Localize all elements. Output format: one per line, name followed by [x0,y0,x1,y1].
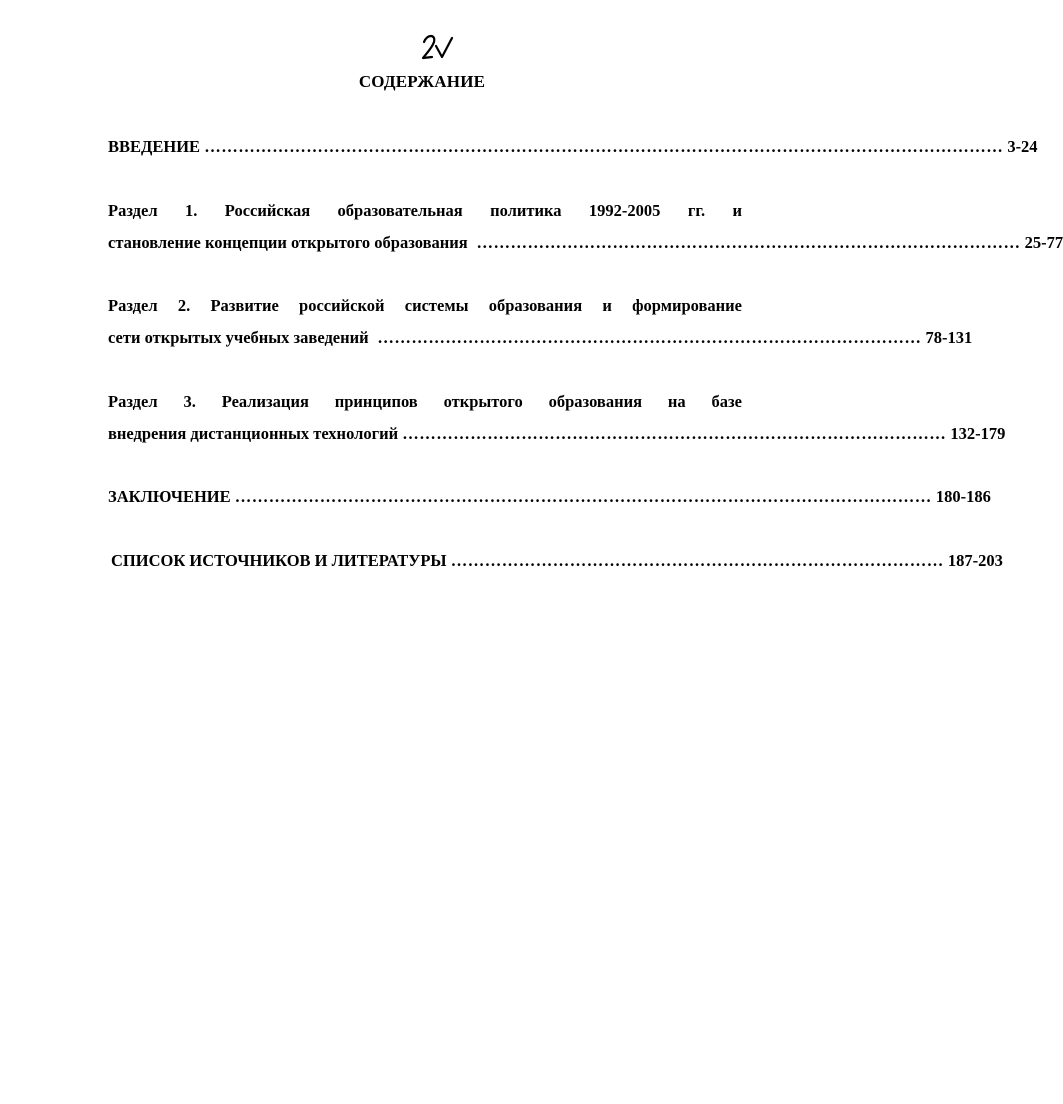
toc-entry-section-1 [108,195,1063,259]
toc-entry-pages: 132-179 [950,424,1006,443]
toc-entry-title: ЗАКЛЮЧЕНИЕ [108,487,231,506]
dot-leader: …………………………………………………………………………………… [471,233,1021,252]
toc-entry-title-continued: становление концепции открытого образования [108,233,468,252]
contents-heading: СОДЕРЖАНИЕ [358,72,486,91]
toc-entry-pages: 78-131 [925,328,973,347]
dot-leader: …………………………………………………………………………… [450,551,944,570]
dot-leader: …………………………………………………………………………………………………………………………… [204,137,1004,156]
toc-entry-title: ВВЕДЕНИЕ [108,137,201,156]
toc-entry-pages: 180-186 [935,487,991,506]
dot-leader: …………………………………………………………………………………… [372,328,922,347]
toc-entry-title: Раздел 2. Развитие российской системы образования и формирование [108,296,742,315]
toc-entry-introduction [108,131,1038,163]
toc-entry-pages: 25-77 [1024,233,1063,252]
dot-leader: …………………………………………………………………………………………………………… [234,487,932,506]
handwritten-page-number [418,30,458,62]
toc-entry-bibliography [111,545,1003,577]
toc-entry-title: Раздел 1. Российская образовательная политика 1992-2005 гг. и [108,201,742,220]
toc-entry-title: СПИСОК ИСТОЧНИКОВ И ЛИТЕРАТУРЫ [111,551,447,570]
toc-entry-title-continued: сети открытых учебных заведений [108,328,369,347]
toc-entry-pages: 187-203 [947,551,1003,570]
dot-leader: …………………………………………………………………………………… [402,424,947,443]
toc-entry-section-2 [108,290,973,354]
toc-entry-pages: 3-24 [1007,137,1038,156]
toc-entry-conclusion [108,481,991,513]
toc-entry-title-continued: внедрения дистанционных технологий [108,424,399,443]
toc-entry-title: Раздел 3. Реализация принципов открытого образования на базе [108,392,742,411]
toc-entry-section-3 [108,386,1006,450]
